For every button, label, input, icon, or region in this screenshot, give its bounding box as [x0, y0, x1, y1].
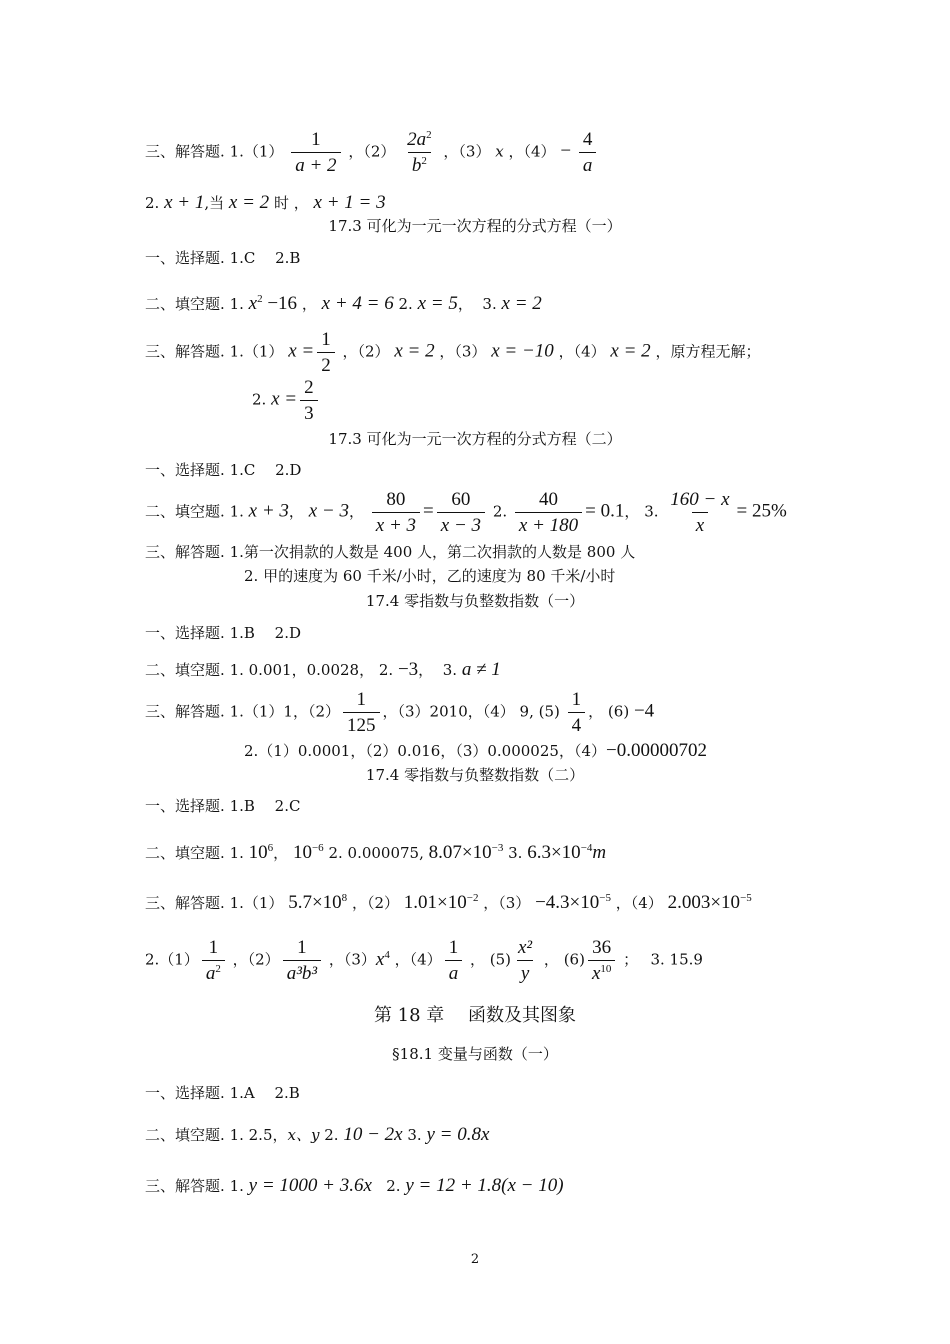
section-label: 二、填空题.: [145, 844, 225, 862]
answer-row-r14: 2.（1）0.0001，（2）0.016，（3）0.000025，（4）−0.00000702: [244, 740, 707, 761]
answer-row-r4: 二、填空题. 1. $x^2 -16$ ， x + 4 = 6 2. x = 5， 3. x = 2: [145, 293, 542, 314]
fraction: $\frac{1}{a}$: [445, 938, 463, 983]
fraction: $\frac{160 - x}{x}$: [670, 489, 730, 536]
answer-row-r10: 2. 甲的速度为 60 千米/小时，乙的速度为 80 千米/小时: [244, 567, 616, 585]
section-label: 二、填空题.: [145, 661, 225, 679]
answer-row-r3: 一、选择题. 1.C 2.B: [145, 249, 301, 267]
fraction: $\frac{1}{4}$: [568, 690, 586, 735]
section-label: 二、填空题.: [145, 295, 225, 313]
answer-row-r1: 三、解答题. 1.（1） $\frac{1}{a + 2}$ ，（2） $\frac{2a^2}{b^2}$ ，（3） x ，（4） − $\frac{4}{a}$: [145, 130, 599, 175]
section-label: 三、解答题.: [145, 894, 225, 912]
fraction: $\frac{\text{x²}}{y}$: [518, 937, 533, 984]
answer-row-r18: 2.（1） $\frac{1}{a^2}$ ，（2） $\frac{1}{\text{a³b³}}$ ，$(3)x^4$ ，（4） $\frac{1}{a}$ ， (5) $\frac{\text{x²}}{y}$ ， (6) $\frac{36}{x^{10}}$ ； 3. 15.9: [145, 937, 703, 984]
answer-row-r16: 二、填空题. 1. $10^6$， $10^{-6}$ 2. 0.000075, $8.07\times 10^{-3}$ 3. $6.3\times 10^{-4}m$: [145, 842, 607, 863]
section-label: 一、选择题.: [145, 797, 225, 815]
answer-row-r19: 一、选择题. 1.A 2.B: [145, 1084, 300, 1102]
page-number: 2: [470, 1252, 480, 1267]
answer-row-r2: 2. x + 1,当 x = 2 时 ， x + 1 = 3: [145, 192, 386, 213]
answer-row-r13: 三、解答题. 1.（1）1，（2） $\frac{1}{125}$ ，（3）2010，（4） 9, (5) $\frac{1}{4}$ ， (6) −4: [145, 689, 655, 736]
section-label: 三、解答题.: [145, 1177, 225, 1195]
section-heading: 17.3 可化为一元一次方程的分式方程（二）: [328, 430, 622, 448]
fraction: $\frac{80}{x + 3}$: [372, 490, 420, 535]
fraction: $\frac{60}{x - 3}$: [437, 490, 485, 535]
section-label: 三、解答题.: [145, 702, 225, 721]
fraction: $\frac{2a^2}{b^2}$: [407, 129, 432, 176]
fraction: $\frac{1}{a^2}$: [202, 938, 225, 983]
section-label: 一、选择题.: [145, 461, 225, 479]
fraction: $\frac{4}{a}$: [579, 130, 597, 175]
answer-row-r7: 一、选择题. 1.C 2.D: [145, 461, 302, 479]
fraction: $\frac{40}{x + 180}$: [515, 490, 582, 535]
answer-row-r20: 二、填空题. 1. 2.5，x、y 2. 10 − 2x 3. y = 0.8x: [145, 1124, 490, 1145]
section-label: 一、选择题.: [145, 249, 225, 267]
chapter-title: 第 18 章 函数及其图象: [373, 1005, 577, 1026]
section-heading: §18.1 变量与函数（一）: [392, 1045, 558, 1063]
fraction: $\frac{1}{125}$: [343, 690, 380, 735]
answer-row-r15: 一、选择题. 1.B 2.C: [145, 797, 301, 815]
fraction: $\frac{36}{x^{10}}$: [588, 938, 615, 983]
answer-row-r12: 二、填空题. 1. 0.001，0.0028， 2. −3， 3. a ≠ 1: [145, 659, 501, 680]
section-heading: 17.4 零指数与负整数指数（一）: [365, 592, 585, 610]
fraction: $\frac{1}{\text{a³b³}}$: [283, 938, 321, 983]
answer-row-r8: 二、填空题. 1. x + 3， x − 3， $\frac{80}{x + 3}$ = $\frac{60}{x - 3}$ 2. $\frac{40}{x + 180}$ = 0.1， 3. $\frac{160 - x}{x}$ = 25%: [145, 489, 787, 536]
section-label: 三、解答题.: [145, 543, 225, 561]
answer-row-r5: 三、解答题. 1.（1） x = $\frac{1}{2}$ ，（2） x = 2 ，（3） x = −10 ，（4） x = 2 ，原方程无解；: [145, 329, 761, 376]
section-label: 一、选择题.: [145, 624, 225, 642]
section-label: 一、选择题.: [145, 1084, 225, 1102]
fraction: $\frac{1}{a + 2}$: [291, 130, 340, 175]
answer-row-r9: 三、解答题. 1.第一次捐款的人数是 400 人，第二次捐款的人数是 800 人: [145, 543, 636, 561]
fraction: $\frac{1}{2}$: [317, 330, 335, 375]
answer-row-r6: 2. x = $\frac{2}{3}$: [252, 378, 321, 423]
fraction: $\frac{2}{3}$: [300, 378, 318, 423]
section-label: 三、解答题.: [145, 142, 225, 161]
answer-row-r21: 三、解答题. 1. y = 1000 + 3.6x 2. y = 12 + 1.8(x − 10): [145, 1175, 564, 1196]
section-label: 三、解答题.: [145, 342, 225, 361]
section-heading: 17.4 零指数与负整数指数（二）: [365, 766, 585, 784]
section-label: 二、填空题.: [145, 502, 225, 521]
answer-row-r17: 三、解答题. 1.（1） $5.7\times 10^8$ ，（2） $1.01\times 10^{-2}$ ，$(3) -4.3\times 10^{-5}$ ，（4） $2.003\times 10^{-5}$: [145, 892, 752, 913]
answer-row-r11: 一、选择题. 1.B 2.D: [145, 624, 302, 642]
section-label: 二、填空题.: [145, 1126, 225, 1144]
section-heading: 17.3 可化为一元一次方程的分式方程（一）: [328, 217, 622, 235]
